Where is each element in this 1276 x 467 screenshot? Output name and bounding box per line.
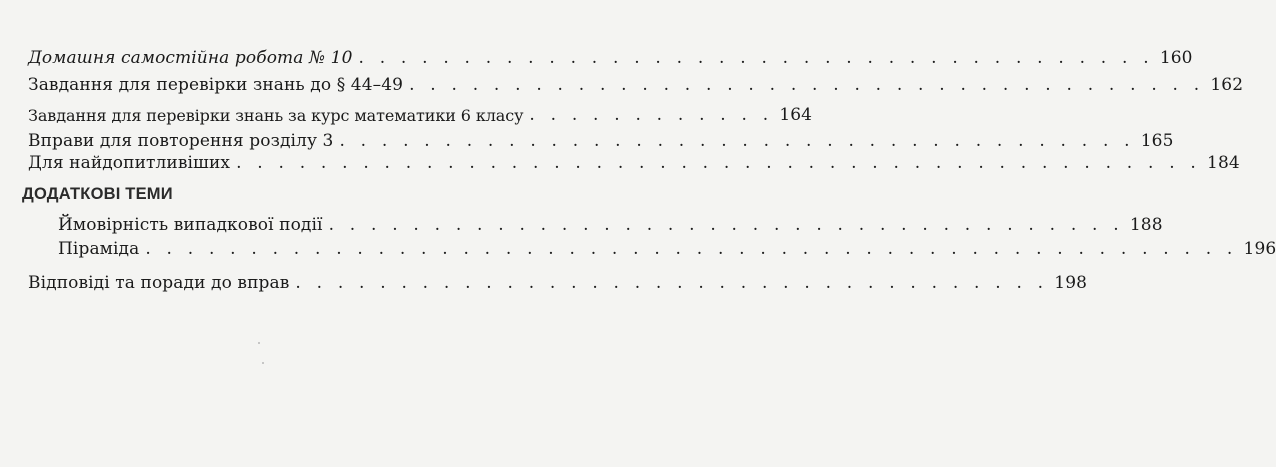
toc-entry-title: Ймовірність випадкової події <box>58 215 323 235</box>
toc-entry-page: 198 <box>1054 273 1088 293</box>
toc-entry-page: 164 <box>779 105 813 125</box>
toc-entry-page: 165 <box>1140 131 1174 151</box>
toc-entry <box>28 150 1240 176</box>
section-heading: ДОДАТКОВІ ТЕМИ <box>22 185 173 203</box>
dot-leader: . . . . . . . . . . . . . . . . . . . . . . . . . . . . . . . . . . . . . . . . . . . . . . . . . . . . <box>145 239 1238 259</box>
toc-entry-page: 160 <box>1159 48 1193 68</box>
dot-leader: . . . . . . . . . . . . . . . . . . . . . . . . . . . . . . . . . . . . . . <box>358 48 1154 68</box>
toc-entry-page: 184 <box>1207 153 1240 173</box>
toc-entry-title: Завдання для перевірки знань до § 44–49 <box>28 75 404 95</box>
dot-leader: . . . . . . . . . . . . . . . . . . . . . . . . . . . . . . . . . . . . . . . . . . . . . . <box>236 153 1202 173</box>
dot-leader: . . . . . . . . . . . . . . . . . . . . . . . . . . . . . . . . . . . . <box>295 273 1049 293</box>
toc-entry <box>58 212 1163 238</box>
toc-entry-title: Відповіді та поради до вправ <box>28 273 290 293</box>
toc-entry-title: Домашня самостійна робота № 10 <box>28 48 353 68</box>
toc-entry <box>28 72 1244 98</box>
toc-entry <box>28 45 1193 71</box>
toc-entry-title: Для найдопитливіших <box>28 153 231 173</box>
paper-speck <box>258 342 260 344</box>
paper-speck <box>262 362 264 364</box>
toc-entry-title: Вправи для повторення розділу 3 <box>28 131 334 151</box>
dot-leader: . . . . . . . . . . . . . . . . . . . . . . . . . . . . . . . . . . . . . . <box>339 131 1135 151</box>
toc-entry-page: 162 <box>1210 75 1244 95</box>
toc-entry <box>28 102 813 128</box>
toc-entry-title: Завдання для перевірки знань за курс математики 6 класу <box>28 105 524 125</box>
toc-entry-page: 188 <box>1129 215 1163 235</box>
dot-leader: . . . . . . . . . . . . <box>529 105 774 125</box>
toc-entry <box>28 270 1088 296</box>
dot-leader: . . . . . . . . . . . . . . . . . . . . . . . . . . . . . . . . . . . . . . <box>409 75 1205 95</box>
dot-leader: . . . . . . . . . . . . . . . . . . . . . . . . . . . . . . . . . . . . . . <box>328 215 1124 235</box>
toc-entry <box>58 236 1276 262</box>
toc-entry-page: 196 <box>1243 239 1276 259</box>
toc-entry-title: Піраміда <box>58 239 140 259</box>
